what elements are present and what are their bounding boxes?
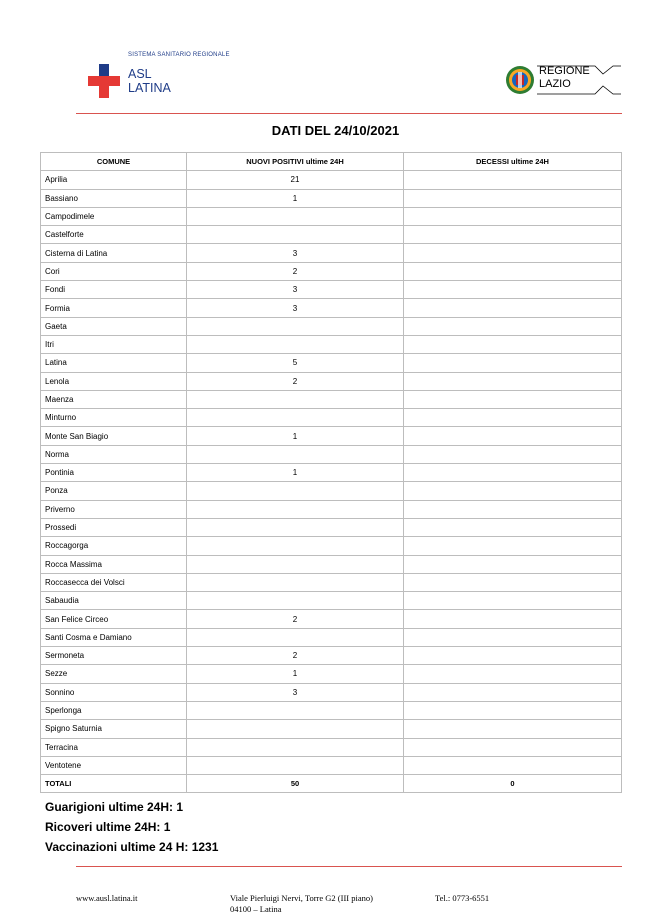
cell-nuovi-positivi (187, 482, 404, 500)
lazio-emblem-icon (505, 64, 535, 96)
footer-phone: Tel.: 0773-6551 (435, 893, 490, 903)
totals-row (41, 775, 622, 793)
cell-decessi (404, 573, 622, 591)
table-row (41, 518, 622, 536)
table-row (41, 262, 622, 280)
cell-comune: Campodimele (41, 207, 187, 225)
table-row (41, 226, 622, 244)
covid-data-table (40, 152, 622, 793)
cell-comune: Sperlonga (41, 701, 187, 719)
cell-decessi (404, 665, 622, 683)
cell-nuovi-positivi (187, 445, 404, 463)
cell-nuovi-positivi: 1 (187, 189, 404, 207)
table-row (41, 592, 622, 610)
table-row (41, 628, 622, 646)
cell-decessi (404, 592, 622, 610)
table-row (41, 281, 622, 299)
cell-nuovi-positivi (187, 738, 404, 756)
cell-decessi (404, 335, 622, 353)
table-row (41, 647, 622, 665)
cell-decessi (404, 756, 622, 774)
cell-nuovi-positivi: 3 (187, 683, 404, 701)
table-row (41, 409, 622, 427)
table-row (41, 445, 622, 463)
table-row (41, 317, 622, 335)
cell-nuovi-positivi: 2 (187, 262, 404, 280)
table-row (41, 482, 622, 500)
cell-decessi (404, 262, 622, 280)
cell-decessi (404, 372, 622, 390)
cell-nuovi-positivi (187, 518, 404, 536)
page-title: DATI DEL 24/10/2021 (271, 123, 400, 138)
region-line2: LAZIO (539, 78, 571, 90)
cell-nuovi-positivi (187, 537, 404, 555)
table-row (41, 701, 622, 719)
table-row (41, 299, 622, 317)
cell-comune: Monte San Biagio (41, 427, 187, 445)
cell-comune: Cori (41, 262, 187, 280)
asl-latina-logo (84, 52, 244, 102)
cell-comune: Castelforte (41, 226, 187, 244)
cell-decessi (404, 354, 622, 372)
cell-comune: Priverno (41, 500, 187, 518)
cell-comune: Formia (41, 299, 187, 317)
header-divider (76, 113, 622, 114)
footer-divider (76, 866, 622, 867)
cell-decessi (404, 171, 622, 189)
asl-name (128, 67, 171, 95)
table-row (41, 171, 622, 189)
cell-nuovi-positivi (187, 500, 404, 518)
table-row (41, 189, 622, 207)
table-row (41, 244, 622, 262)
cell-decessi (404, 464, 622, 482)
table-row (41, 683, 622, 701)
cell-decessi (404, 299, 622, 317)
cell-comune: Roccagorga (41, 537, 187, 555)
cell-comune: Terracina (41, 738, 187, 756)
table-row (41, 354, 622, 372)
regione-lazio-text (539, 65, 590, 91)
cell-comune: Lenola (41, 372, 187, 390)
cell-comune: Bassiano (41, 189, 187, 207)
totals-decessi: 0 (404, 775, 622, 793)
cell-nuovi-positivi (187, 555, 404, 573)
cell-comune: Itri (41, 335, 187, 353)
regione-lazio-logo (505, 62, 620, 102)
cell-decessi (404, 390, 622, 408)
cell-decessi (404, 500, 622, 518)
asl-name-line1: ASL (128, 67, 152, 81)
cell-comune: Sermoneta (41, 647, 187, 665)
table-row (41, 500, 622, 518)
cell-nuovi-positivi (187, 592, 404, 610)
table-row (41, 390, 622, 408)
cell-comune: Santi Cosma e Damiano (41, 628, 187, 646)
cell-decessi (404, 555, 622, 573)
cell-decessi (404, 427, 622, 445)
cell-comune: Norma (41, 445, 187, 463)
cell-nuovi-positivi (187, 756, 404, 774)
cell-decessi (404, 445, 622, 463)
cell-nuovi-positivi (187, 409, 404, 427)
footer-website[interactable]: www.ausl.latina.it (76, 893, 138, 903)
cell-comune: Fondi (41, 281, 187, 299)
cell-decessi (404, 207, 622, 225)
cell-nuovi-positivi (187, 226, 404, 244)
cell-comune: Sonnino (41, 683, 187, 701)
cell-comune: Ponza (41, 482, 187, 500)
cell-comune: San Felice Circeo (41, 610, 187, 628)
cell-comune: Gaeta (41, 317, 187, 335)
cell-decessi (404, 647, 622, 665)
cell-comune: Cisterna di Latina (41, 244, 187, 262)
cell-comune: Prossedi (41, 518, 187, 536)
table-row (41, 610, 622, 628)
column-header-nuovi-positivi: NUOVI POSITIVI ultime 24H (187, 153, 404, 171)
cell-nuovi-positivi: 3 (187, 281, 404, 299)
table-row (41, 738, 622, 756)
cell-decessi (404, 683, 622, 701)
cell-comune: Minturno (41, 409, 187, 427)
red-cross-icon (88, 64, 120, 98)
footer-address-line2: 04100 – Latina (230, 904, 282, 914)
cell-decessi (404, 518, 622, 536)
table-row (41, 372, 622, 390)
cell-comune: Roccasecca dei Volsci (41, 573, 187, 591)
table-body (41, 171, 622, 793)
cell-nuovi-positivi: 21 (187, 171, 404, 189)
cell-decessi (404, 701, 622, 719)
asl-subtitle: SISTEMA SANITARIO REGIONALE (128, 52, 230, 58)
cell-nuovi-positivi: 1 (187, 665, 404, 683)
cell-nuovi-positivi: 5 (187, 354, 404, 372)
region-line1: REGIONE (539, 65, 590, 77)
cell-nuovi-positivi (187, 317, 404, 335)
cell-decessi (404, 610, 622, 628)
cell-comune: Sabaudia (41, 592, 187, 610)
cell-nuovi-positivi: 3 (187, 244, 404, 262)
vaccinazioni-summary: Vaccinazioni ultime 24 H: 1231 (45, 840, 219, 854)
cell-nuovi-positivi (187, 207, 404, 225)
cell-decessi (404, 720, 622, 738)
cell-nuovi-positivi: 1 (187, 427, 404, 445)
table-row (41, 756, 622, 774)
cell-decessi (404, 537, 622, 555)
cell-comune: Maenza (41, 390, 187, 408)
column-header-decessi: DECESSI ultime 24H (404, 153, 622, 171)
table-header-row (41, 153, 622, 171)
cell-decessi (404, 226, 622, 244)
table-row (41, 335, 622, 353)
ricoveri-summary: Ricoveri ultime 24H: 1 (45, 820, 171, 834)
cell-decessi (404, 409, 622, 427)
table-row (41, 464, 622, 482)
table-row (41, 665, 622, 683)
cell-nuovi-positivi: 2 (187, 372, 404, 390)
cell-decessi (404, 244, 622, 262)
cell-nuovi-positivi (187, 628, 404, 646)
cell-decessi (404, 482, 622, 500)
table-row (41, 573, 622, 591)
cell-nuovi-positivi (187, 720, 404, 738)
table-row (41, 555, 622, 573)
cell-nuovi-positivi (187, 573, 404, 591)
cell-comune: Pontinia (41, 464, 187, 482)
cell-comune: Ventotene (41, 756, 187, 774)
footer-address-line1: Viale Pierluigi Nervi, Torre G2 (III piano) (230, 893, 373, 903)
guarigioni-summary: Guarigioni ultime 24H: 1 (45, 800, 184, 814)
cell-comune: Rocca Massima (41, 555, 187, 573)
cell-nuovi-positivi (187, 701, 404, 719)
cell-nuovi-positivi (187, 390, 404, 408)
cell-comune: Spigno Saturnia (41, 720, 187, 738)
cell-decessi (404, 281, 622, 299)
table-row (41, 207, 622, 225)
cell-decessi (404, 317, 622, 335)
table-row (41, 427, 622, 445)
table-row (41, 537, 622, 555)
cell-comune: Latina (41, 354, 187, 372)
cell-decessi (404, 189, 622, 207)
cell-decessi (404, 738, 622, 756)
totals-label: TOTALI (41, 775, 187, 793)
column-header-comune: COMUNE (41, 153, 187, 171)
asl-name-line2: LATINA (128, 81, 171, 95)
cell-nuovi-positivi: 2 (187, 647, 404, 665)
cell-comune: Aprilia (41, 171, 187, 189)
cell-decessi (404, 628, 622, 646)
footer-address (230, 893, 373, 915)
cell-comune: Sezze (41, 665, 187, 683)
cell-nuovi-positivi: 3 (187, 299, 404, 317)
cell-nuovi-positivi (187, 335, 404, 353)
totals-nuovi-positivi: 50 (187, 775, 404, 793)
table-row (41, 720, 622, 738)
cell-nuovi-positivi: 1 (187, 464, 404, 482)
cell-nuovi-positivi: 2 (187, 610, 404, 628)
